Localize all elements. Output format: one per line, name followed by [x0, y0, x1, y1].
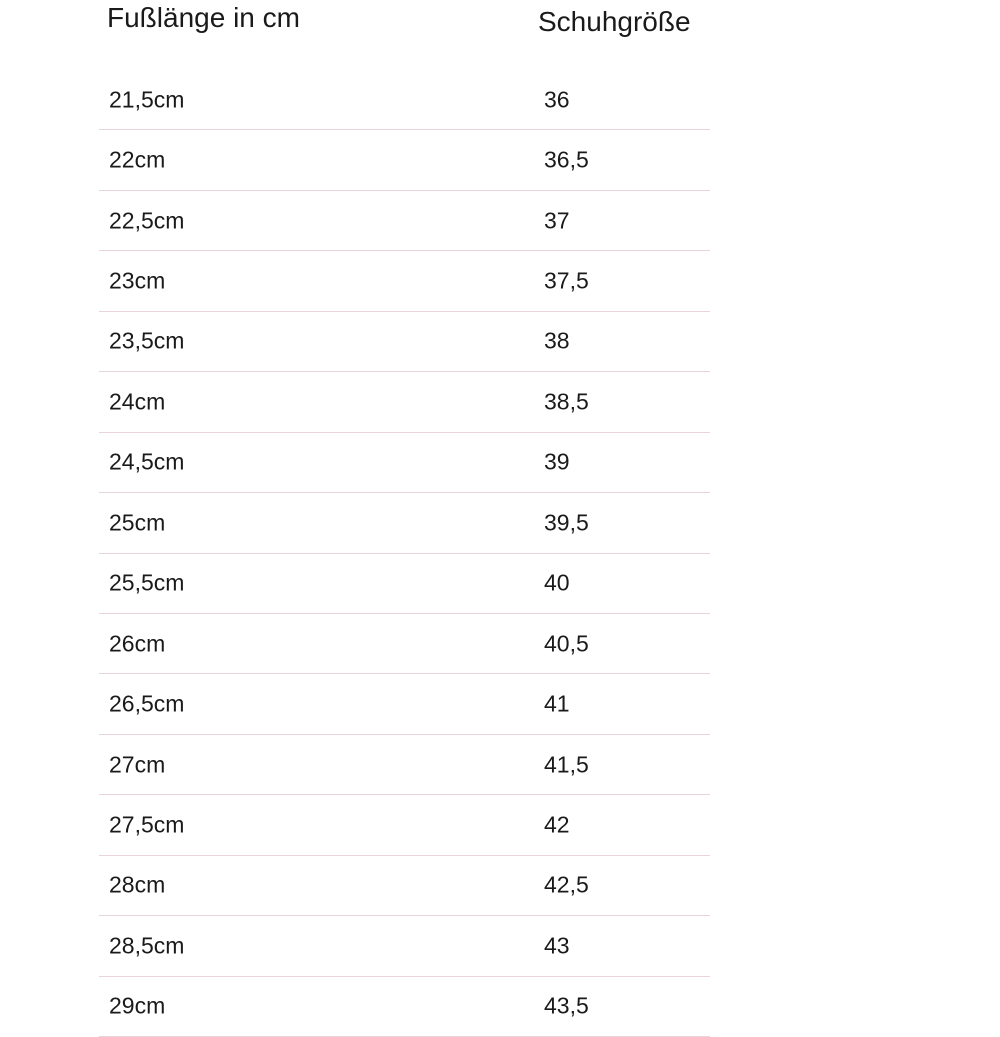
- table-row: [99, 554, 710, 614]
- table-row: [99, 977, 710, 1037]
- foot-length-cell: 28cm: [109, 871, 166, 898]
- table-row: [99, 674, 710, 734]
- table-row: [99, 795, 710, 855]
- foot-length-cell: 25cm: [109, 509, 166, 536]
- foot-length-cell: 26,5cm: [109, 690, 185, 717]
- foot-length-cell: 24cm: [109, 388, 166, 415]
- table-row: [99, 130, 710, 190]
- size-table: [99, 70, 710, 1037]
- shoe-size-cell: 38,5: [544, 388, 589, 415]
- shoe-size-cell: 39,5: [544, 509, 589, 536]
- shoe-size-cell: 43: [544, 932, 570, 959]
- shoe-size-cell: 37,5: [544, 267, 589, 294]
- foot-length-cell: 21,5cm: [109, 86, 185, 113]
- table-row: [99, 70, 710, 130]
- shoe-size-cell: 42: [544, 811, 570, 838]
- shoe-size-cell: 42,5: [544, 871, 589, 898]
- shoe-size-cell: 36,5: [544, 146, 589, 173]
- foot-length-cell: 29cm: [109, 992, 166, 1019]
- shoe-size-cell: 40: [544, 569, 570, 596]
- foot-length-cell: 22cm: [109, 146, 166, 173]
- table-row: [99, 735, 710, 795]
- table-row: [99, 251, 710, 311]
- shoe-size-cell: 40,5: [544, 630, 589, 657]
- foot-length-cell: 27,5cm: [109, 811, 185, 838]
- foot-length-cell: 22,5cm: [109, 207, 185, 234]
- foot-length-cell: 24,5cm: [109, 448, 185, 475]
- foot-length-cell: 27cm: [109, 751, 166, 778]
- table-row: [99, 614, 710, 674]
- foot-length-cell: 26cm: [109, 630, 166, 657]
- foot-length-cell: 23cm: [109, 267, 166, 294]
- foot-length-cell: 23,5cm: [109, 327, 185, 354]
- shoe-size-cell: 41: [544, 690, 570, 717]
- table-row: [99, 493, 710, 553]
- shoe-size-cell: 36: [544, 86, 570, 113]
- shoe-size-cell: 41,5: [544, 751, 589, 778]
- column-header-foot-length: Fußlänge in cm: [107, 2, 300, 33]
- table-row: [99, 312, 710, 372]
- foot-length-cell: 25,5cm: [109, 569, 185, 596]
- shoe-size-cell: 39: [544, 448, 570, 475]
- shoe-size-cell: 37: [544, 207, 570, 234]
- table-row: [99, 916, 710, 976]
- foot-length-cell: 28,5cm: [109, 932, 185, 959]
- table-row: [99, 433, 710, 493]
- shoe-size-cell: 43,5: [544, 992, 589, 1019]
- table-row: [99, 191, 710, 251]
- column-header-shoe-size: Schuhgröße: [538, 6, 691, 37]
- table-row: [99, 372, 710, 432]
- table-row: [99, 856, 710, 916]
- shoe-size-cell: 38: [544, 327, 570, 354]
